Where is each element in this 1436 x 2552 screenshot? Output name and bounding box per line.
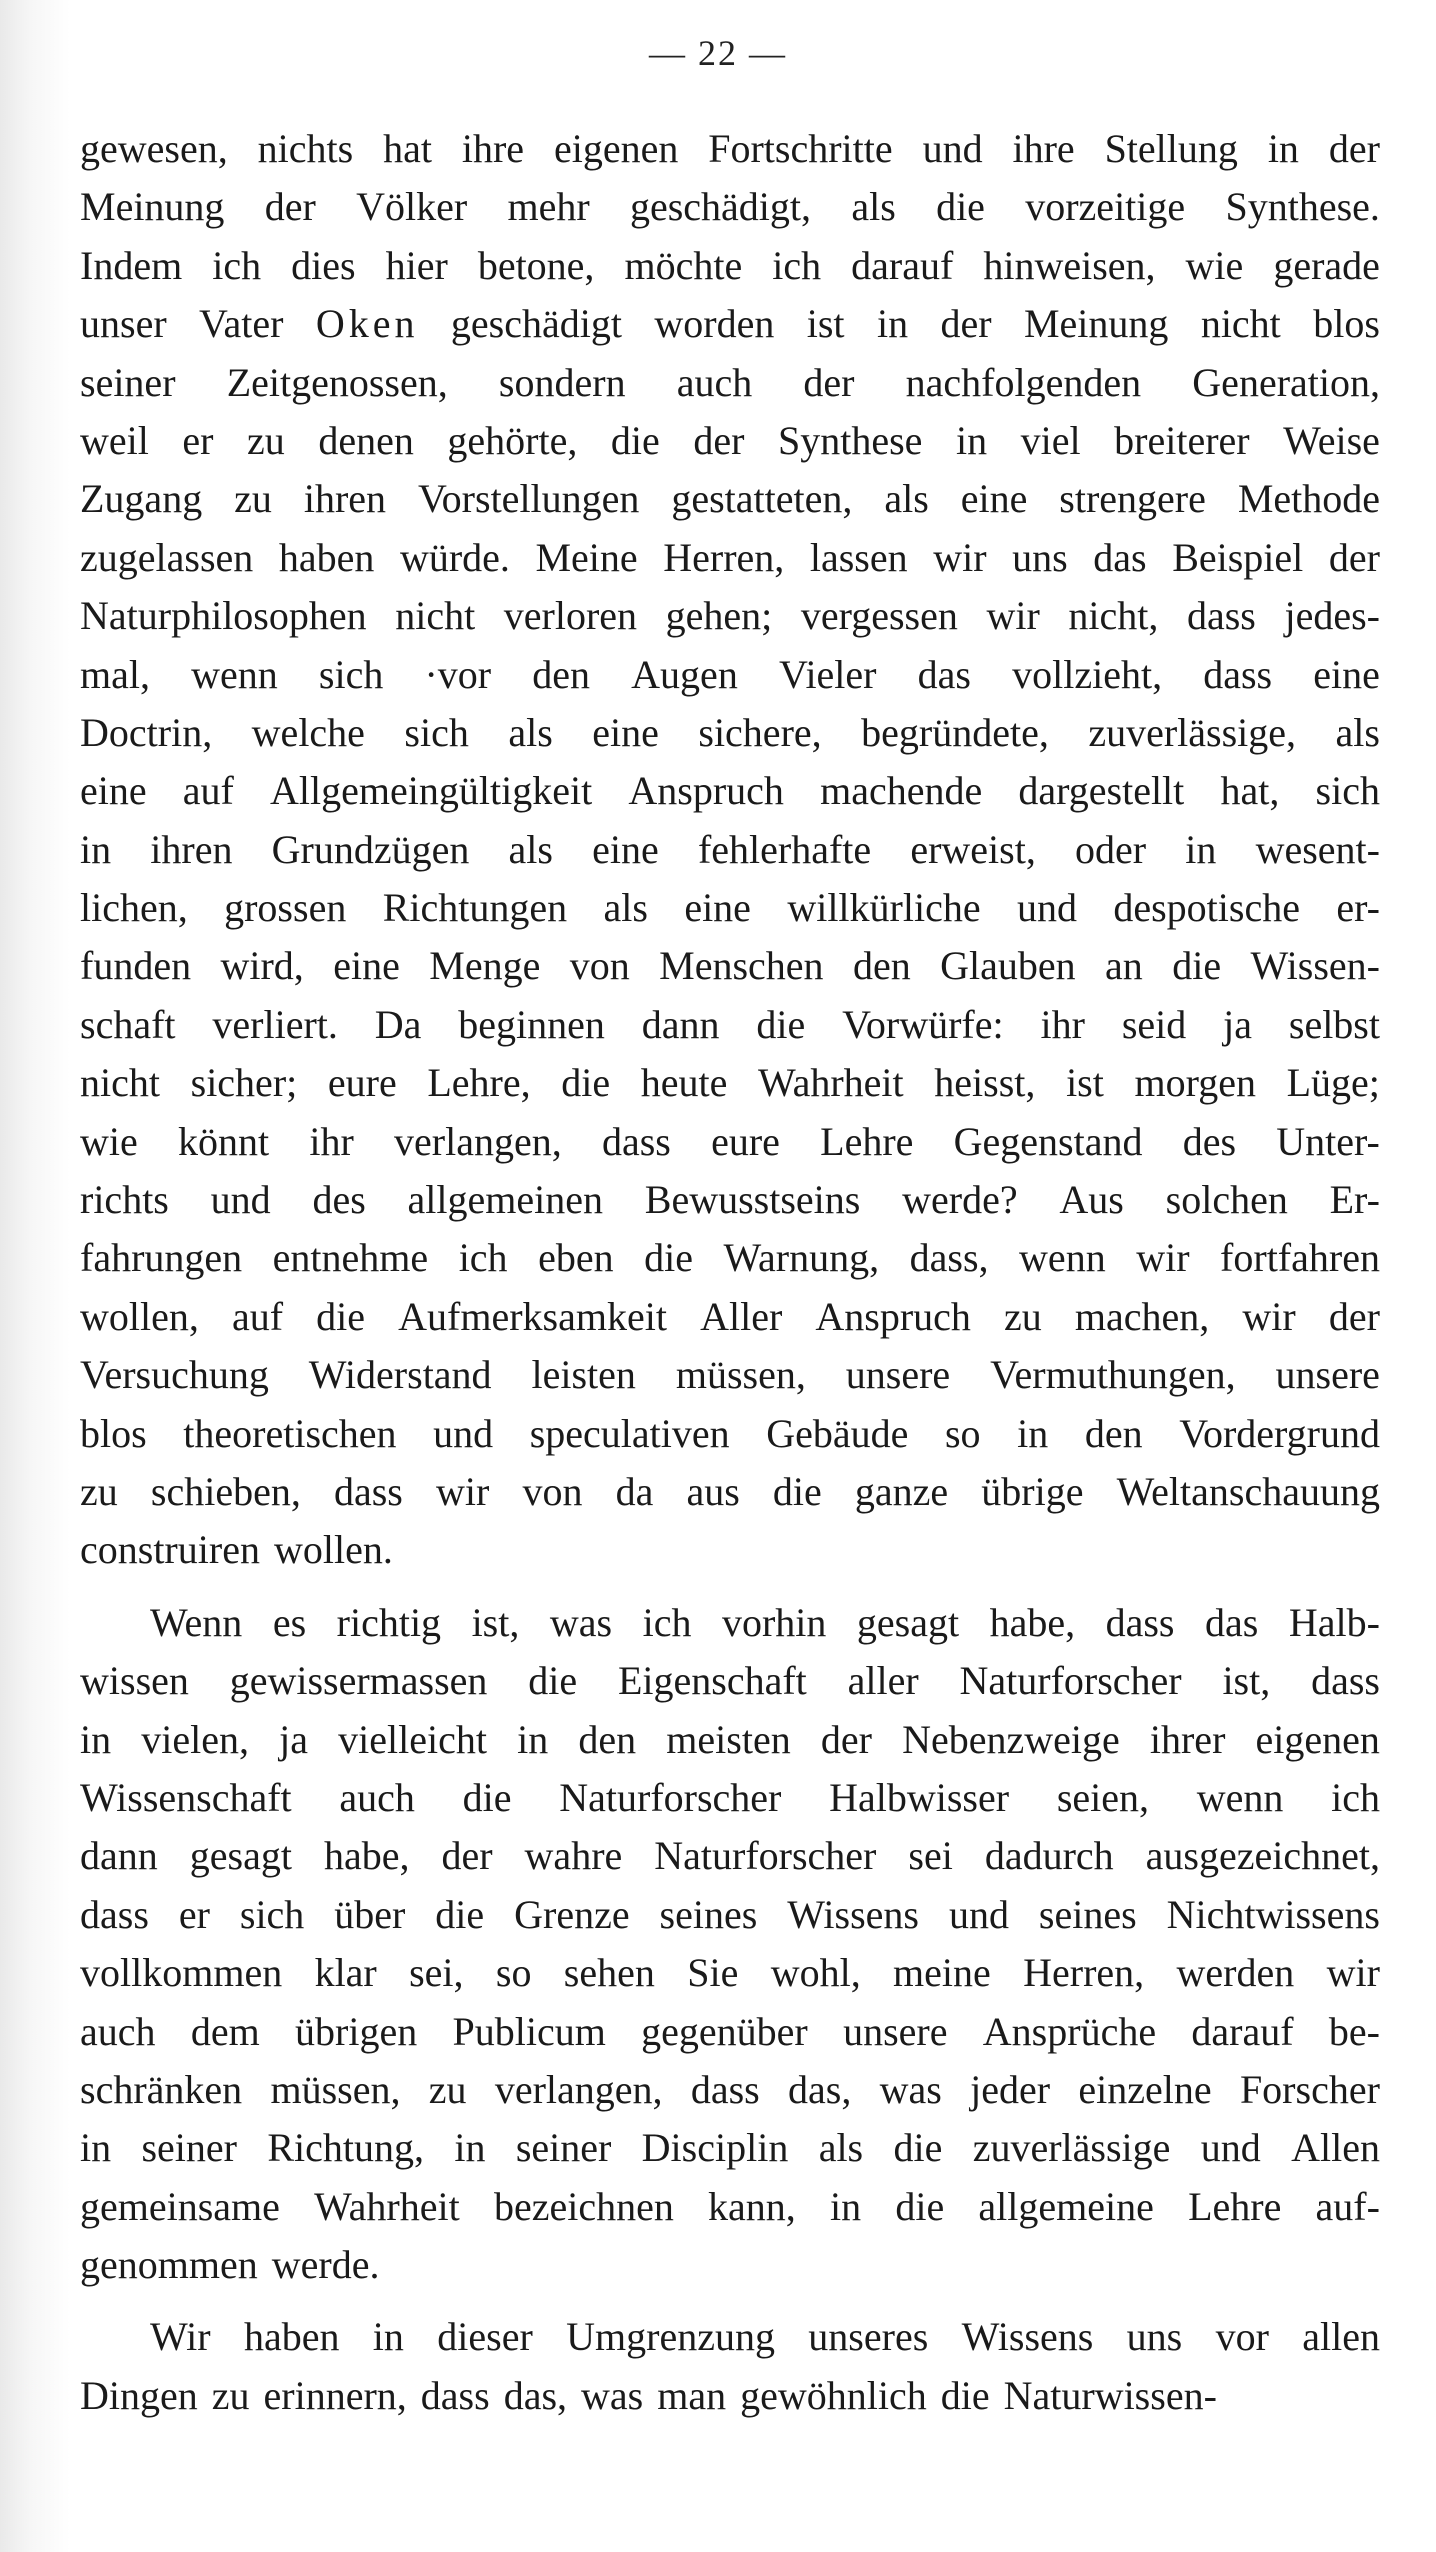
text-line: dass er sich über die Grenze seines Wissens und seines Nichtwissens [80, 1891, 1380, 1937]
text-line: wissen gewissermassen die Eigenschaft aller Naturforscher ist, dass [80, 1658, 1380, 1704]
paragraph [80, 2308, 1380, 2425]
text-line: in vielen, ja vielleicht in den meisten der Nebenzweige ihrer eigenen [80, 1716, 1380, 1762]
text-line: gemeinsame Wahrheit bezeichnen kann, in die allgemeine Lehre auf- [80, 2183, 1380, 2229]
text-line: seiner Zeitgenossen, sondern auch der nachfolgenden Generation, [80, 359, 1380, 405]
text-line: Versuchung Widerstand leisten müssen, unsere Vermuthungen, unsere [80, 1352, 1380, 1398]
text-line: genommen werde. [80, 2242, 380, 2288]
text-line: schaft verliert. Da beginnen dann die Vorwürfe: ihr seid ja selbst [80, 1001, 1380, 1047]
text-line: richts und des allgemeinen Bewusstseins werde? Aus solchen Er- [80, 1177, 1380, 1223]
text-line: schränken müssen, zu verlangen, dass das, was jeder einzelne Forscher [80, 2066, 1380, 2112]
text-line: blos theoretischen und speculativen Gebäude so in den Vordergrund [80, 1410, 1380, 1456]
text-line: unser Vater Oken geschädigt worden ist in der Meinung nicht blos [80, 301, 1380, 347]
paragraph [80, 1594, 1380, 2295]
text-line: vollkommen klar sei, so sehen Sie wohl, meine Herren, werden wir [80, 1950, 1380, 1996]
text-line: gewesen, nichts hat ihre eigenen Fortschritte und ihre Stellung in der [80, 126, 1380, 171]
text-line: wollen, auf die Aufmerksamkeit Aller Anspruch zu machen, wir der [80, 1293, 1380, 1339]
text-line: Dingen zu erinnern, dass das, was man gewöhnlich die Naturwissen- [80, 2372, 1217, 2418]
text-line: nicht sicher; eure Lehre, die heute Wahrheit heisst, ist morgen Lüge; [80, 1060, 1380, 1106]
text-line: lichen, grossen Richtungen als eine willkürliche und despotische er- [80, 885, 1380, 931]
text-line: fahrungen entnehme ich eben die Warnung, dass, wenn wir fortfahren [80, 1235, 1380, 1281]
text-line: Indem ich dies hier betone, möchte ich darauf hinweisen, wie gerade [80, 242, 1380, 288]
page-number: — 22 — [649, 33, 787, 73]
text-line: weil er zu denen gehörte, die der Synthese in viel breiterer Weise [80, 417, 1380, 463]
text-line: Zugang zu ihren Vorstellungen gestatteten, als eine strengere Methode [80, 476, 1380, 522]
text-line: in ihren Grundzügen als eine fehlerhafte erweist, oder in wesent- [80, 826, 1380, 872]
text-line: wie könnt ihr verlangen, dass eure Lehre Gegenstand des Unter- [80, 1118, 1380, 1164]
text-line: auch dem übrigen Publicum gegenüber unsere Ansprüche darauf be- [80, 2008, 1380, 2054]
text-line: mal, wenn sich ·vor den Augen Vieler das vollzieht, dass eine [80, 651, 1380, 697]
body-text [80, 120, 1380, 2425]
text-line: eine auf Allgemeingültigkeit Anspruch machende dargestellt hat, sich [80, 768, 1380, 814]
text-line: Wenn es richtig ist, was ich vorhin gesagt habe, dass das Halb- [150, 1599, 1380, 1645]
text-line: Doctrin, welche sich als eine sichere, begründete, zuverlässige, als [80, 709, 1380, 755]
text-line: Wissenschaft auch die Naturforscher Halbwisser seien, wenn ich [80, 1774, 1380, 1820]
paragraph [80, 120, 1380, 1580]
text-line: dann gesagt habe, der wahre Naturforscher sei dadurch ausgezeichnet, [80, 1833, 1380, 1879]
text-line: Wir haben in dieser Umgrenzung unseres Wissens uns vor allen [150, 2314, 1380, 2360]
text-line: zu schieben, dass wir von da aus die ganze übrige Weltanschauung [80, 1468, 1380, 1514]
text-line: funden wird, eine Menge von Menschen den Glauben an die Wissen- [80, 943, 1380, 989]
text-line: Meinung der Völker mehr geschädigt, als die vorzeitige Synthese. [80, 184, 1380, 230]
text-line: in seiner Richtung, in seiner Disciplin als die zuverlässige und Allen [80, 2125, 1380, 2171]
text-line: zugelassen haben würde. Meine Herren, lassen wir uns das Beispiel der [80, 534, 1380, 580]
text-line: Naturphilosophen nicht verloren gehen; vergessen wir nicht, dass jedes- [80, 593, 1380, 639]
text-line: construiren wollen. [80, 1527, 393, 1573]
